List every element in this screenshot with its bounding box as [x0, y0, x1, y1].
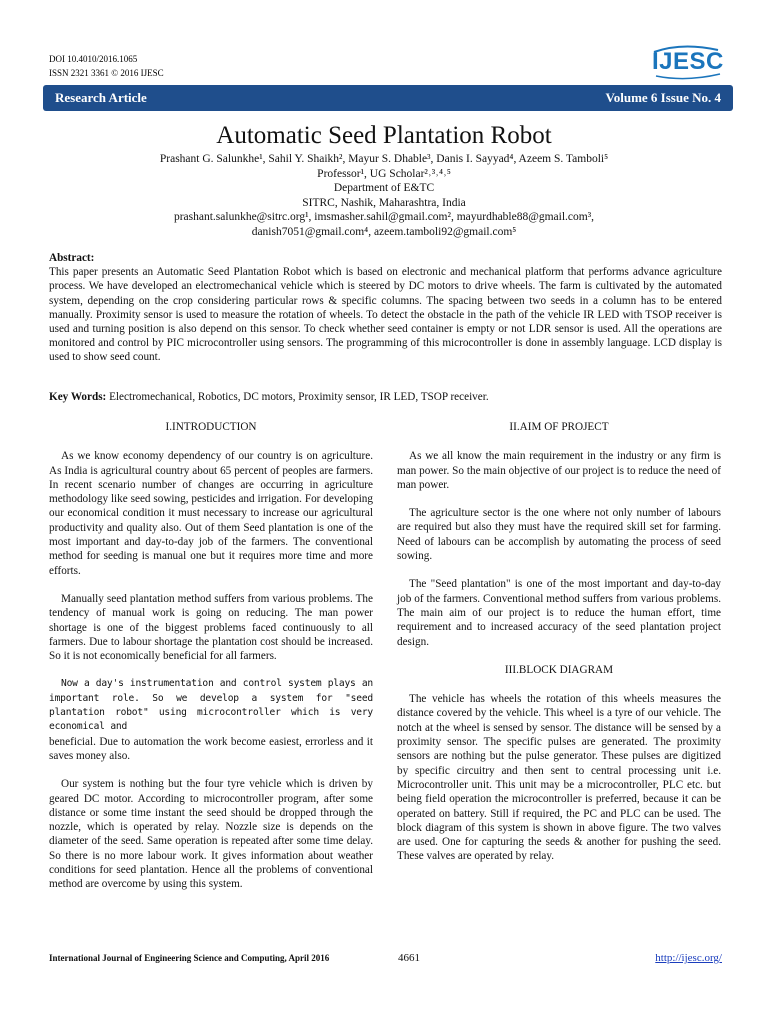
keywords-text: Electromechanical, Robotics, DC motors, Proximity sensor, IR LED, TSOP receiver.: [106, 391, 489, 403]
institution: SITRC, Nashik, Maharashtra, India: [302, 196, 466, 209]
issn-text: ISSN 2321 3361 © 2016 IJESC: [49, 68, 164, 78]
journal-logo: [652, 44, 722, 80]
aim-paragraph-3: The "Seed plantation" is one of the most important and day-to-day job of the farmers. Conventional method suffers from various problems. The main aim of our project is to reduce the human effort, time requirement and to increased accuracy of the seed plantation project design.: [397, 578, 721, 648]
page-number: 4661: [398, 952, 420, 964]
aim-paragraph-1: As we all know the main requirement in the industry or any firm is man power. So the main objective of our project is to reduce the need of man power.: [397, 450, 721, 491]
block-diagram-heading: III.BLOCK DIAGRAM: [504, 663, 614, 676]
author-emails-1: prashant.salunkhe@sitrc.org¹, imsmasher.sahil@gmail.com², mayurdhable88@gmail.com³,: [173, 211, 595, 224]
paper-title: Automatic Seed Plantation Robot: [216, 122, 552, 149]
doi-text: DOI 10.4010/2016.1065: [49, 54, 138, 64]
intro-paragraph-1: As we know economy dependency of our country is on agriculture. As India is agricultural country about 65 percent of peoples are farmers. In recent scenario number of changes are occurring in agriculture methodology like seed sowing, pesticides and irrigation. For developing our economical condition it must necessary to increase our agricultural productivity and quality also. Out of them Seed plantation is one of the most important and day-to-day job of the farmers. The conventional method for seeding is manual one but it requires more time and more efforts.: [49, 450, 373, 577]
journal-name: International Journal of Engineering Science and Computing, April 2016: [49, 953, 330, 963]
volume-issue: Volume 6 Issue No. 4: [605, 90, 721, 105]
aim-paragraph-2: The agriculture sector is the one where not only number of labours are required but also they must have the required skill set for farming. Need of labours can be accomplish by automating the process of seed sowing.: [397, 507, 721, 563]
author-names: Prashant G. Salunkhe¹, Sahil Y. Shaikh², Mayur S. Dhable³, Danis I. Sayyad⁴, Azeem S. Tamboli⁵: [159, 153, 609, 165]
article-type: Research Article: [55, 90, 147, 105]
abstract-text: This paper presents an Automatic Seed Plantation Robot which is based on electronic and mechanical platform that performs advance agriculture process. We have developed an electromechanical vehicle which is steered by DC motors to drive wheels. The farm is cultivated by the automated system, depending on the crop considering particular rows & specific columns. The spacing between two seeds in a column has to be entered manually. Proximity sensor is used to measure the rotation of wheels. To detect the obstacle in the path of the vehicle IR LED with TSOP receiver is used and turning position is also depend on this sensor. To check whether seed container is empty or not LDR sensor is used. All the operations are monitored and control by PIC microcontroller using sensors. The programming of this microcontroller is done in assembly language. LCD display is used to show seed count.: [49, 266, 722, 364]
intro-paragraph-4: Our system is nothing but the four tyre vehicle which is driven by geared DC motor. According to microcontroller program, after some distance or some time instant the seed should be dropped through the nozzle, which is operated by relay. Nozzle size is depends on the diameter of the seed. Same operation is repeated after some time delay. So there is no more labour work. It gives information about weather conditions for seed plantation. Hence all the problems of conventional method are overcome by using this system.: [49, 778, 373, 891]
keywords-section: [49, 391, 722, 403]
author-roles: Professor¹, UG Scholar²˒³˒⁴˒⁵: [317, 167, 451, 180]
abstract-section: [49, 251, 722, 365]
author-emails-2: danish7051@gmail.com⁴, azeem.tamboli92@gmail.com⁵: [251, 225, 517, 238]
aim-heading: II.AIM OF PROJECT: [509, 421, 609, 433]
logo-text: IJESC: [652, 48, 724, 75]
intro-paragraph-2: Manually seed plantation method suffers from various problems. The tendency of manual work is going on reducing. The man power shortage is one of the biggest problems faced continuously to all farmers. Due to labour shortage the plantation cost should be increased. So it is not economically beneficial for all farmers.: [49, 592, 373, 663]
block-diagram-paragraph: The vehicle has wheels the rotation of this wheels measures the distance covered by the vehicle. This wheel is a tyre of our vehicle. The notch at the wheel is sensed by sensor. The distance will be sensed by a proximity sensor. The specific pulses are generated. The proximity sensors are nothing but the pulse generator. These pulses are digitized by specific circuitry and then sent to central processing unit i.e. Microcontroller unit. This unit may be a microcontroller, PLC etc. but being field operation the microcontroller is preferred, because it can be operated on battery. Still if required, the PC and PLC can be used. The block diagram of this system is shown in above figure. The two valves are used. One for capturing the seeds & another for pushing the seed. These valves are operated by relay.: [397, 693, 721, 863]
intro-paragraph-3a: Now a day's instrumentation and control system plays an important role. So we develop a system for "seed plantation robot" using microcontroller which is very economical and: [49, 678, 373, 733]
abstract-heading: Abstract:: [49, 252, 95, 264]
author-block: [0, 152, 768, 240]
left-column: [49, 420, 373, 906]
header-meta: [49, 52, 164, 80]
journal-link[interactable]: http://ijesc.org/: [655, 952, 722, 964]
department: Department of E&TC: [333, 182, 435, 195]
article-banner: [43, 85, 733, 111]
keywords-label: Key Words:: [49, 391, 107, 403]
introduction-heading: I.INTRODUCTION: [165, 421, 257, 433]
page-footer: [49, 953, 722, 967]
right-column: [397, 420, 721, 878]
intro-paragraph-3b: beneficial. Due to automation the work become easiest, errorless and it saves money also.: [49, 735, 373, 762]
